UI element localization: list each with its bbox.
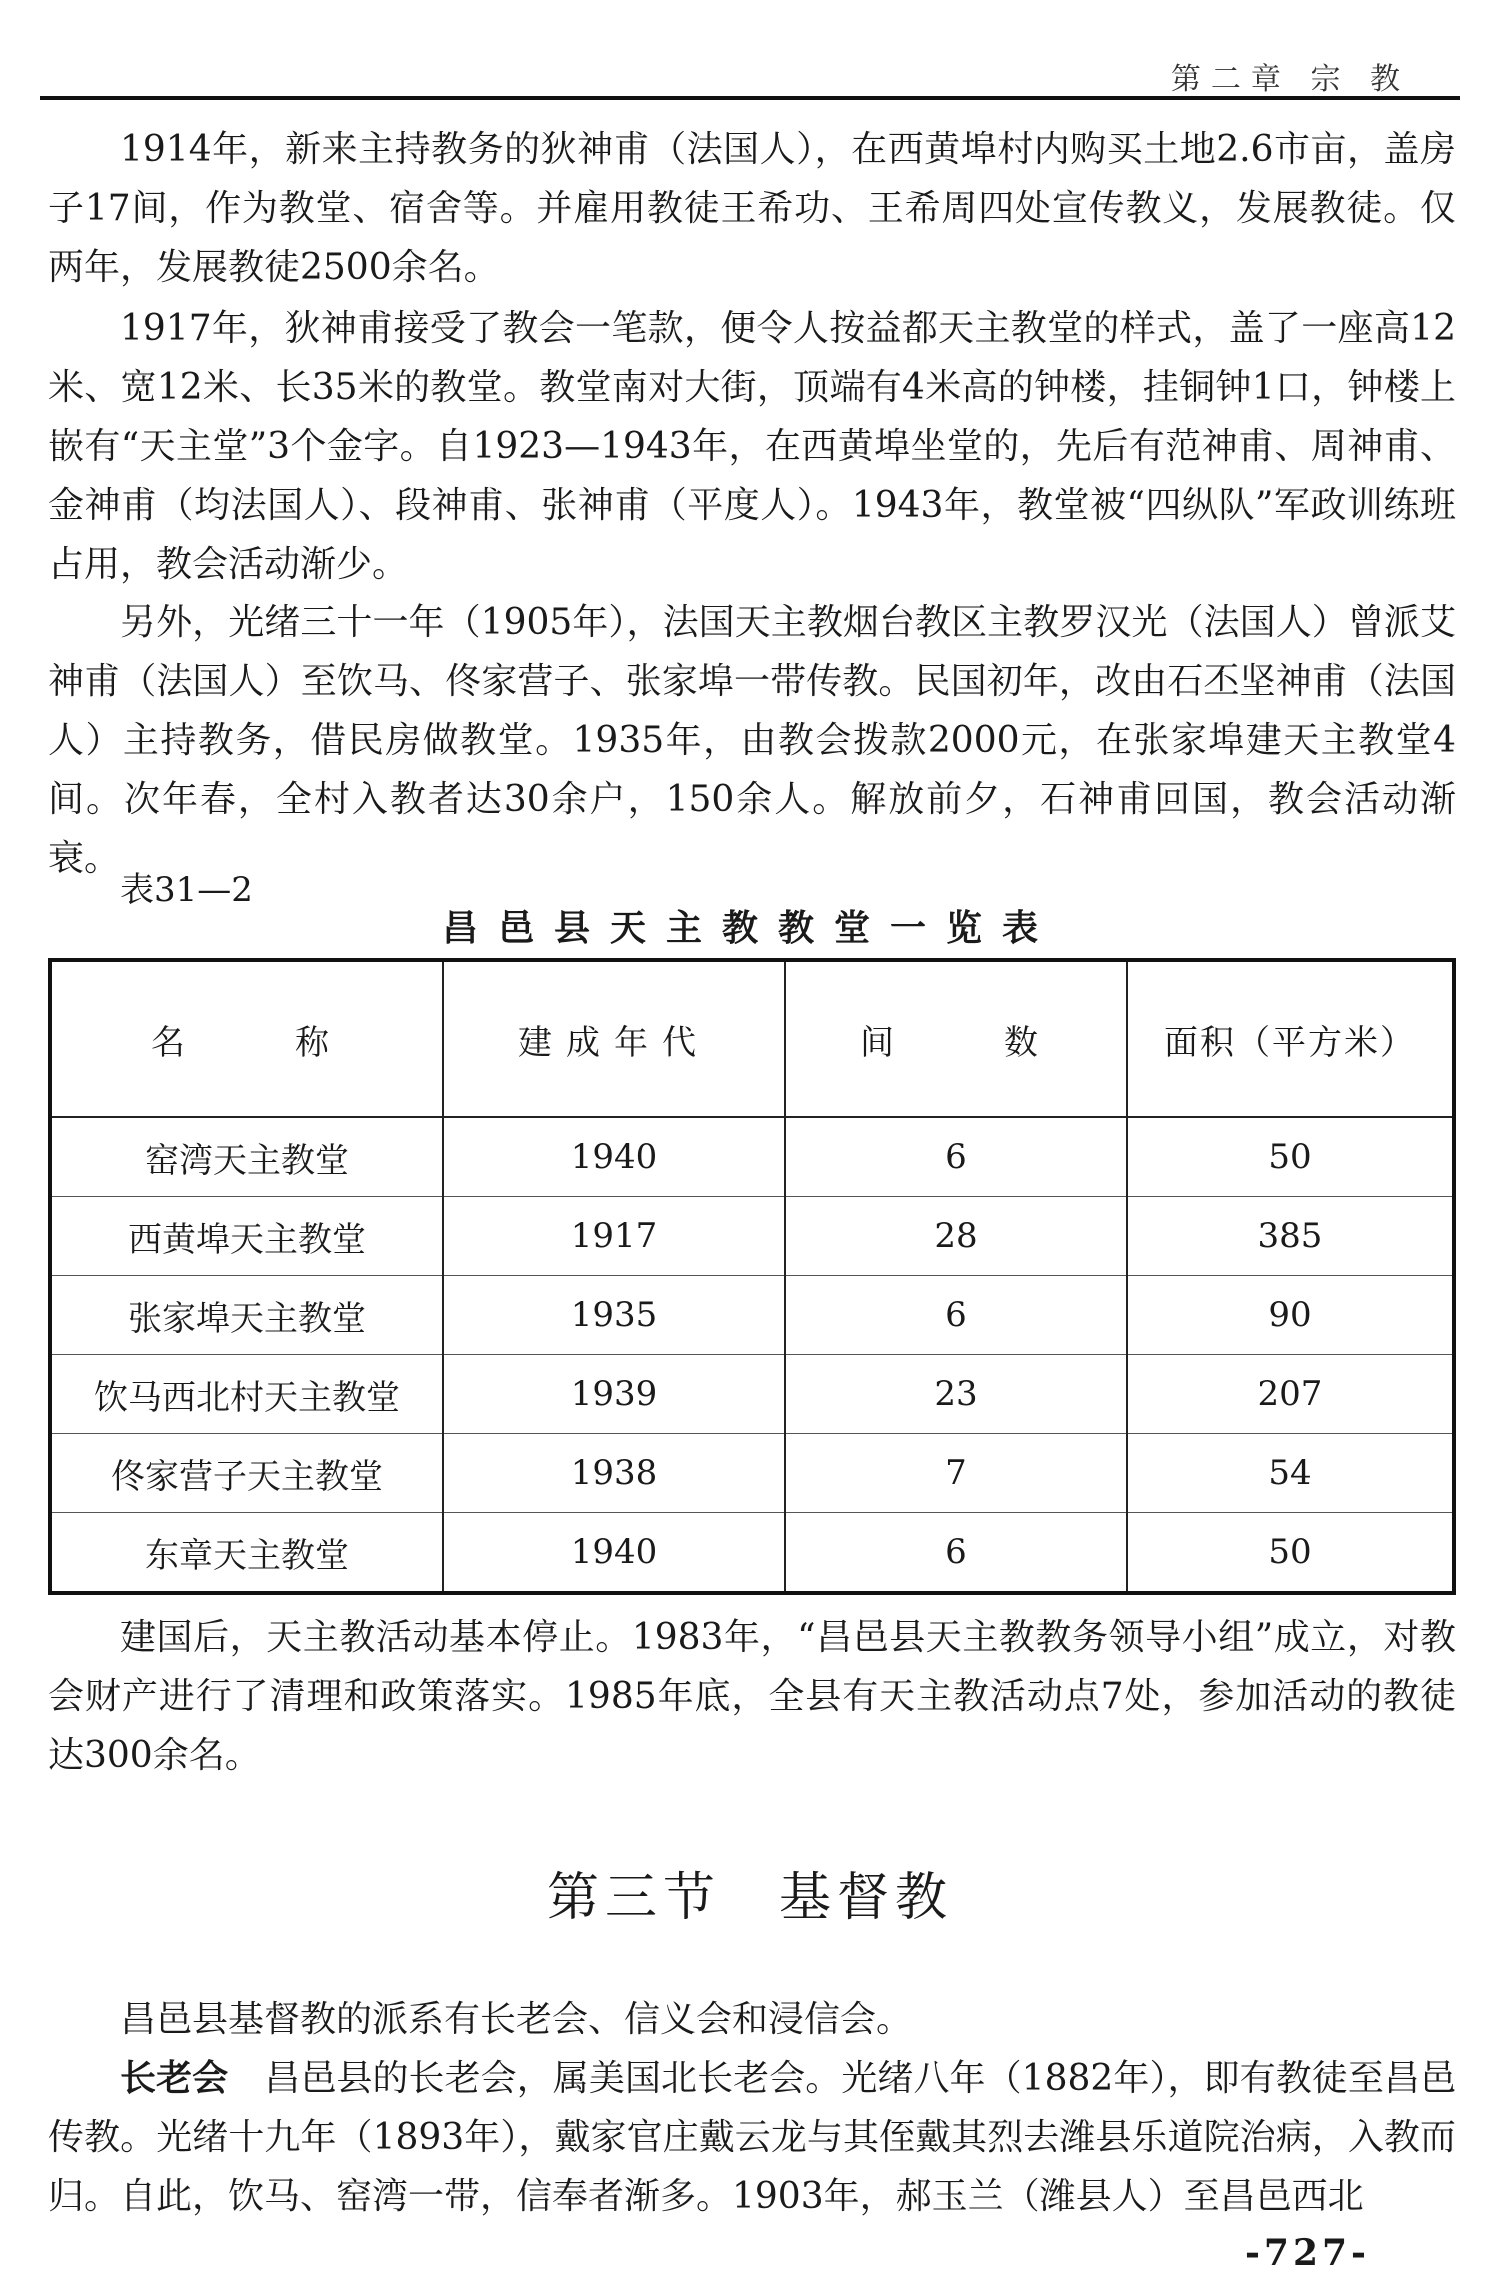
cell-rooms: 7: [785, 1434, 1127, 1513]
chapter-heading: 第二章 宗 教: [1170, 62, 1410, 97]
cell-rooms: 23: [785, 1355, 1127, 1434]
cell-area: 207: [1127, 1355, 1454, 1434]
cell-area: 50: [1127, 1117, 1454, 1197]
cell-year: 1940: [443, 1117, 785, 1197]
cell-name: 窑湾天主教堂: [50, 1117, 443, 1197]
page-header: [40, 50, 1460, 100]
table-row: [50, 1355, 1454, 1434]
cell-name: 佟家营子天主教堂: [50, 1434, 443, 1513]
table-title: 昌邑县天主教教堂一览表: [441, 908, 1058, 949]
header-name: 名 称: [50, 960, 443, 1117]
section-intro: 昌邑县基督教的派系有长老会、信义会和浸信会。: [120, 1999, 913, 2040]
table-header-row: [50, 960, 1454, 1117]
cell-rooms: 6: [785, 1276, 1127, 1355]
cell-area: 385: [1127, 1197, 1454, 1276]
lead-term: 长老会: [120, 2057, 229, 2099]
header-area: 面积（平方米）: [1127, 960, 1454, 1117]
cell-area: 54: [1127, 1434, 1454, 1513]
church-table: [48, 958, 1456, 1595]
paragraph-1917: 1917年，狄神甫接受了教会一笔款，便令人按益都天主教堂的样式，盖了一座高12米、宽12米、长35米的教堂。教堂南对大街，顶端有4米高的钟楼，挂铜钟1口，钟楼上嵌有“天主堂”3个金字。自1923—1943年，在西黄埠坐堂的，先后有范神甫、周神甫、金神甫（均法国人）、段神甫、张神甫（平度人）。1943年，教堂被“四纵队”军政训练班占用，教会活动渐少。: [48, 308, 1456, 585]
cell-name: 饮马西北村天主教堂: [50, 1355, 443, 1434]
paragraph-1914: 1914年，新来主持教务的狄神甫（法国人），在西黄埠村内购买土地2.6市亩，盖房子17间，作为教堂、宿舍等。并雇用教徒王希功、王希周四处宣传教义，发展教徒。仅两年，发展教徒2500余名。: [48, 129, 1456, 288]
paragraph-presbyterian: [48, 2049, 1456, 2226]
cell-name: 东章天主教堂: [50, 1513, 443, 1594]
paragraph-after-table: 建国后，天主教活动基本停止。1983年，“昌邑县天主教教务领导小组”成立，对教会财产进行了清理和政策落实。1985年底，全县有天主教活动点7处，参加活动的教徒达300余名。: [48, 1617, 1456, 1776]
table-row: [50, 1434, 1454, 1513]
table-row: [50, 1276, 1454, 1355]
cell-name: 张家埠天主教堂: [50, 1276, 443, 1355]
cell-rooms: 6: [785, 1117, 1127, 1197]
cell-area: 90: [1127, 1276, 1454, 1355]
table-label: 表31—2: [120, 870, 253, 910]
cell-year: 1935: [443, 1276, 785, 1355]
paragraph-1905: 另外，光绪三十一年（1905年），法国天主教烟台教区主教罗汉光（法国人）曾派艾神甫（法国人）至饮马、佟家营子、张家埠一带传教。民国初年，改由石丕坚神甫（法国人）主持教务，借民房做教堂。1935年，由教会拨款2000元，在张家埠建天主教堂4间。次年春，全村入教者达30余户，150余人。解放前夕，石神甫回国，教会活动渐衰。: [48, 602, 1456, 879]
cell-year: 1917: [443, 1197, 785, 1276]
cell-area: 50: [1127, 1513, 1454, 1594]
cell-year: 1938: [443, 1434, 785, 1513]
table-row: [50, 1117, 1454, 1197]
cell-rooms: 28: [785, 1197, 1127, 1276]
page-number: -727-: [1244, 2232, 1370, 2274]
cell-rooms: 6: [785, 1513, 1127, 1594]
lead-text: 昌邑县的长老会，属美国北长老会。光绪八年（1882年），即有教徒至昌邑传教。光绪十九年（1893年），戴家官庄戴云龙与其侄戴其烈去潍县乐道院治病，入教而归。自此，饮马、窑湾一带，信奉者渐多。1903年，郝玉兰（潍县人）至昌邑西北: [48, 2058, 1456, 2217]
cell-year: 1940: [443, 1513, 785, 1594]
table-row: [50, 1197, 1454, 1276]
cell-year: 1939: [443, 1355, 785, 1434]
table-row: [50, 1513, 1454, 1594]
header-rooms: 间 数: [785, 960, 1127, 1117]
cell-name: 西黄埠天主教堂: [50, 1197, 443, 1276]
header-year: 建成年代: [443, 960, 785, 1117]
section-title: 第三节 基督教: [546, 1868, 953, 1928]
